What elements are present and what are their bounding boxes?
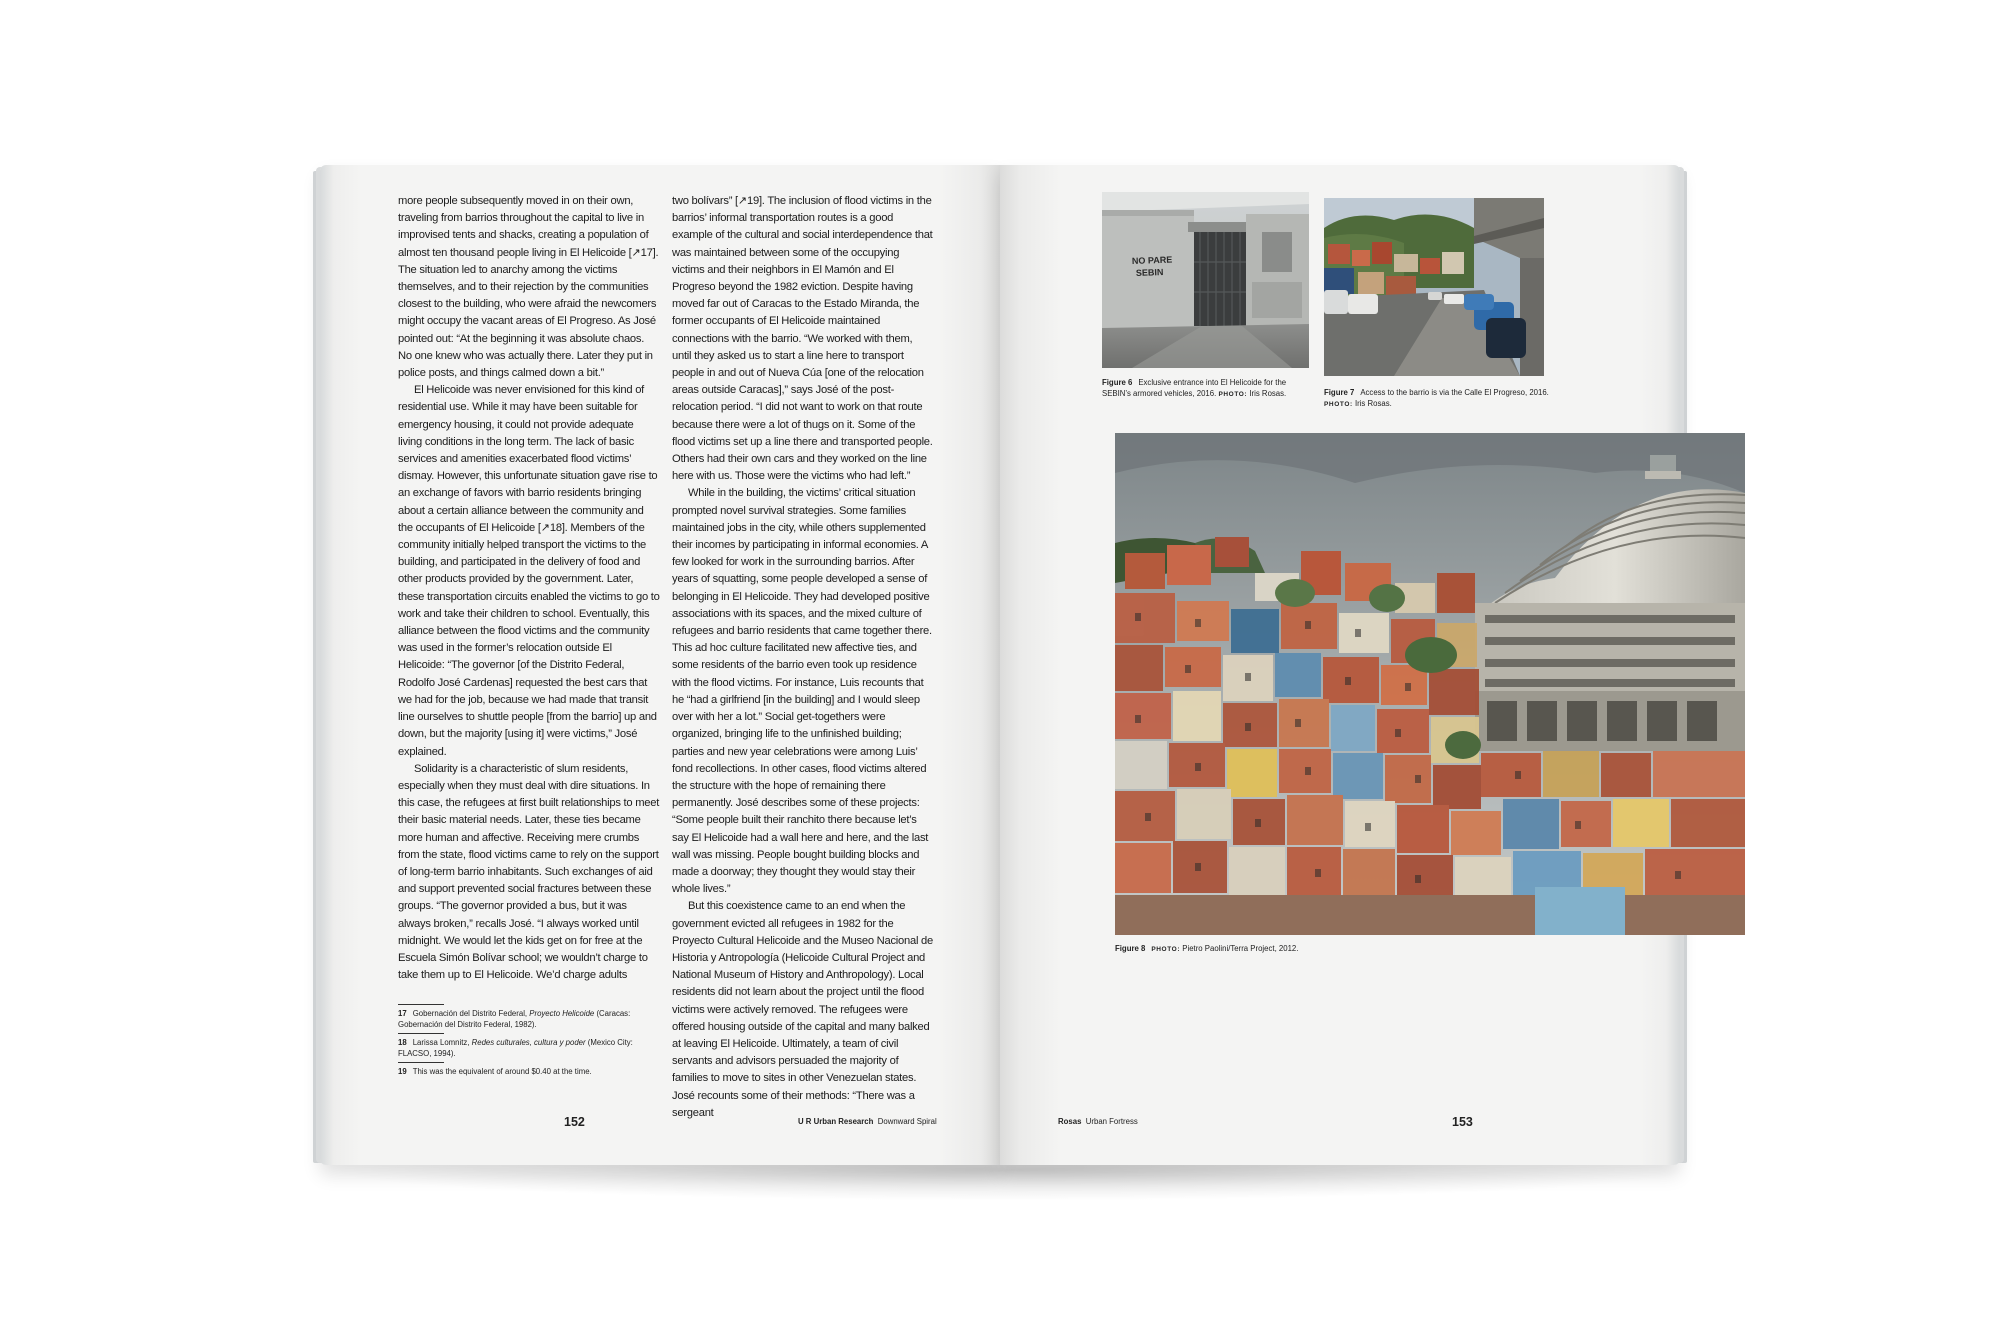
paragraph: two bolívars” [↗19]. The inclusion of flood victims in the barrios’ informal transportation routes is a good example of the cultural and social interdependence that was maintained between some of the occupying victims and their neighbors in El Mamón and El Progreso beyond the 1982 eviction. Despite having moved far out of Caracas to the Estado Miranda, the former occupants of El Helicoide maintained connections with the barrio. “We worked with them, until they asked us to start a line here to transport people in and out of Nueva Cúa [one of the relocation areas outside Caracas],” says José of the post-relocation period. “I did not want to work on that route because there were a lot of thugs on it. Some of the flood victims set up a line there and transported people. Others had their own cars and they worked on the line here with us. Those were the victims who had left.” (672, 195, 933, 483)
graffiti-text: SEBIN (1135, 267, 1164, 278)
footnote-rule (398, 1033, 444, 1034)
footnote-rule (398, 1062, 444, 1063)
figure-8-caption: Figure 8 PHOTO: Pietro Paolini/Terra Project, 2012. (1115, 944, 1299, 953)
paragraph: more people subsequently moved in on their own, traveling from barrios throughout the capital to live in improvised tents and shacks, creating a population of almost ten thousand people living in El Helicoide [↗17]. The situation led to anarchy among the victims themselves, and to their rejection by the communities closest to the building, who were afraid the newcomers might occupy the vacant areas of El Progreso. As José pointed out: “At the beginning it was absolute chaos. No one knew who was actually there. Later they put in police posts, and things calmed down a bit.” (398, 195, 659, 380)
footnote-19: 19 This was the equivalent of around $0.40 at the time. (398, 1067, 592, 1076)
running-head-right: Rosas Urban Fortress (1058, 1117, 1138, 1126)
page-number-right: 153 (1452, 1115, 1473, 1129)
figure-7-photo (1324, 198, 1544, 376)
footnote-18: 18 Larissa Lomnitz, Redes culturales, cultura y poder (Mexico City: FLACSO, 1994). (398, 1038, 633, 1058)
paragraph: But this coexistence came to an end when the government evicted all refugees in 1982 for the Proyecto Cultural Helicoide and the Museo Nacional de Historia y Antropología (Helicoide Cultural Project and National Museum of History and Anthropology). Local residents did not learn about the project until the flood victims were actively removed. The refugees were offered housing outside of the capital and many balked at leaving El Helicoide. Ultimately, a team of civil servants and advisors persuaded the majority of families to move to sites in other Venezuelan states. José recounts some of their methods: “There was a sergeant (672, 900, 933, 1119)
left-page-column-1 (398, 193, 660, 984)
page-number-left: 152 (564, 1115, 585, 1129)
graffiti-text: NO PARE (1131, 254, 1173, 266)
paragraph: Solidarity is a characteristic of slum residents, especially when they must deal with dire situations. In this case, the refugees at first built relationships to meet their basic material needs. Later, these ties became more human and affective. Receiving mere crumbs from the state, flood victims came to rely on the support of long-term barrio inhabitants. Such exchanges of aid and support prevented social fractures between these groups. “The governor provided a bus, but it was always broken,” recalls José. “I always worked until midnight. We would let the kids get on for free at the Escuela Simón Bolívar school; we wouldn’t charge to take them up to El Helicoide. We’d charge adults (398, 762, 660, 982)
footnote-rule (398, 1004, 444, 1005)
open-book (320, 165, 1680, 1180)
figure-6-photo (1102, 192, 1309, 368)
paragraph: El Helicoide was never envisioned for this kind of residential use. While it may have been suitable for emergency housing, it could not provide adequate living conditions in the long term. The lack of basic services and amenities exacerbated flood victims’ dismay. However, this unfortunate situation gave rise to an exchange of favors with barrio residents bringing about a certain alliance between the community and the occupants of El Helicoide [↗18]. Members of the community initially helped transport the victims to the building, and participated in the delivery of food and other products provided by the government. Later, these transportation circuits enabled the victims to go to work and take their children to school. Eventually, this alliance between the flood victims and the community was used in the former’s relocation outside El Helicoide: “The governor [of the Distrito Federal, Rodolfo José Cardenas] requested the best cars that we had for the job, because we had made that transit line ourselves to shuttle people [from the barrio] up and down, but the majority [using it] were victims,” José explained. (398, 384, 660, 758)
paragraph: While in the building, the victims’ critical situation prompted novel survival strategies. Some families maintained jobs in the city, while others supplemented their incomes by participating in informal economies. A few looked for work in the surrounding barrios. After years of squatting, some people developed a sense of belonging in El Helicoide. They had developed positive associations with its spaces, and the mixed culture of refugees and barrio residents that came together there. This ad hoc culture facilitated new affective ties, and some residents of the barrio even took up residence with the flood victims. For instance, Luis recounts that he “had a girlfriend [in the building] and I would sleep over with her a lot.” Social get-togethers were organized, bringing life to the unfinished building; parties and new year celebrations were among Luis’ fond recollections. In other cases, flood victims altered the structure with the hope of remaining there permanently. José describes some of these projects: “Some people built their ranchito there because let’s say El Helicoide had a wall here and here, and the last wall was missing. People bought building blocks and made a doorway; they thought they would stay their whole lives.” (672, 487, 932, 896)
figure-6-caption: Figure 6 Exclusive entrance into El Helicoide for the SEBIN’s armored vehicles, 2016. PHOTO: Iris Rosas. (1102, 378, 1287, 398)
left-page-column-2 (672, 193, 934, 1122)
figure-7-caption: Figure 7 Access to the barrio is via the Calle El Progreso, 2016. PHOTO: Iris Rosas. (1324, 388, 1549, 408)
running-head-left: U R Urban Research Downward Spiral (798, 1117, 937, 1126)
figure-8-photo (1115, 433, 1745, 935)
left-page (320, 165, 1000, 1165)
right-page (1000, 165, 1680, 1165)
footnote-17: 17 Gobernación del Distrito Federal, Proyecto Helicoide (Caracas: Gobernación del Distrito Federal, 1982). (398, 1009, 631, 1029)
